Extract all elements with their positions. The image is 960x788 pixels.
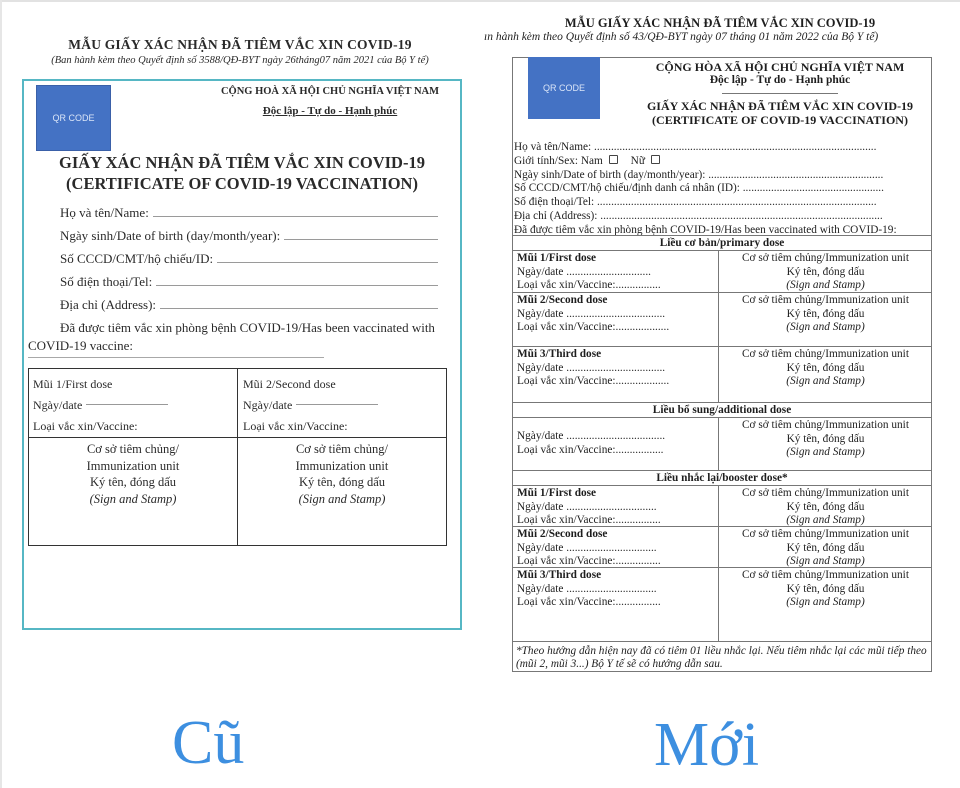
new-motto: Độc lập - Tự do - Hạnh phúc bbox=[709, 74, 851, 86]
dose-info bbox=[517, 487, 717, 528]
dose-date: Ngày/date ................................ bbox=[517, 582, 657, 595]
booster-dose-2-row bbox=[512, 527, 932, 568]
unit-label: Cơ sở tiêm chủng/Immunization unit bbox=[742, 528, 909, 540]
old-sign-block-1 bbox=[29, 441, 237, 507]
new-header-title: MẪU GIẤY XÁC NHẬN ĐÃ TIÊM VẮC XIN COVID-19 bbox=[564, 16, 876, 30]
sign-label: Ký tên, đóng dấu bbox=[298, 475, 386, 489]
fill-line bbox=[28, 357, 324, 358]
sign-block bbox=[718, 418, 932, 470]
new-field-id: Số CCCD/CMT/hộ chiếu/định danh cá nhân (ID): .................................................. bbox=[514, 182, 884, 195]
new-nation-name: CỘNG HÒA XÃ HỘI CHỦ NGHĨA VIỆT NAM bbox=[655, 60, 905, 74]
sign-label-en: (Sign and Stamp) bbox=[786, 446, 865, 459]
new-header-subtitle: ın hành kèm theo Quyết định số 43/QĐ-BYT ngày 07 tháng 01 năm 2022 của Bộ Y tế) bbox=[484, 31, 879, 43]
dose-info bbox=[517, 252, 717, 293]
old-dose-1 bbox=[33, 374, 233, 437]
booster-dose-3-row bbox=[512, 568, 932, 642]
dose-date: Ngày/date ................................ bbox=[517, 541, 657, 554]
dose-vaccine: Loại vắc xin/Vaccine: bbox=[243, 419, 348, 433]
dose-title: Mũi 3/Third dose bbox=[517, 569, 602, 581]
field-label: Số điện thoại/Tel: bbox=[60, 274, 153, 289]
field-label: Họ và tên/Name: bbox=[60, 205, 149, 220]
dose-vaccine: Loại vắc xin/Vaccine:................ bbox=[517, 514, 661, 527]
dose-title: Mũi 2/Second dose bbox=[517, 294, 608, 306]
sign-block bbox=[718, 293, 932, 346]
dose-title: Mũi 2/Second dose bbox=[517, 528, 608, 540]
new-caption: Mới bbox=[654, 711, 760, 779]
left-border bbox=[0, 0, 2, 788]
unit-label-en: Immunization unit bbox=[86, 458, 180, 473]
old-field-id bbox=[60, 247, 438, 267]
dose-title: Mũi 1/First dose bbox=[517, 487, 597, 499]
new-certificate-title bbox=[600, 99, 960, 127]
old-cert-title-vi: GIẤY XÁC NHẬN ĐÃ TIÊM VẮC XIN COVID-19 bbox=[59, 153, 425, 172]
old-certificate-title bbox=[22, 152, 462, 194]
sign-label: Ký tên, đóng dấu bbox=[786, 432, 865, 445]
sign-label-en: (Sign and Stamp) bbox=[786, 555, 865, 568]
old-motto: Độc lập - Tự do - Hạnh phúc bbox=[262, 105, 398, 117]
sign-label-en: (Sign and Stamp) bbox=[786, 279, 865, 292]
field-label: Số CCCD/CMT/hộ chiếu/ID: bbox=[60, 251, 214, 266]
unit-label: Cơ sở tiêm chủng/Immunization unit bbox=[742, 348, 909, 360]
unit-label: Cơ sở tiêm chủng/ bbox=[86, 442, 180, 456]
old-nation-name: CỘNG HOÀ XÃ HỘI CHỦ NGHĨA VIỆT NAM bbox=[220, 86, 440, 97]
new-personal-fields bbox=[514, 141, 930, 238]
primary-dose-3-row bbox=[512, 347, 932, 403]
additional-dose-row bbox=[512, 418, 932, 470]
new-field-tel: Số điện thoại/Tel: ................................................................................................... bbox=[514, 196, 877, 209]
sign-label: Ký tên, đóng dấu bbox=[786, 582, 865, 595]
sex-label: Giới tính/Sex: bbox=[514, 154, 579, 167]
booster-footnote: *Theo hướng dẫn hiện nay đã có tiêm 01 liều nhắc lại. Nếu tiêm nhắc lại các mũi tiếp theo (mũi 2, mũi 3...) Bộ Y tế sẽ có hướng dẫn sau. bbox=[516, 645, 927, 670]
dose-title: Mũi 1/First dose bbox=[33, 377, 113, 391]
dose-title: Mũi 2/Second dose bbox=[243, 377, 336, 391]
dose-info bbox=[517, 528, 717, 569]
sign-label-en: (Sign and Stamp) bbox=[786, 514, 865, 527]
new-field-sex bbox=[514, 155, 930, 169]
booster-dose-1-row bbox=[512, 486, 932, 527]
field-label: Ngày sinh/Date of birth (day/month/year): bbox=[60, 228, 281, 243]
dose-vaccine: Loại vắc xin/Vaccine: bbox=[33, 419, 138, 433]
fill-line bbox=[160, 308, 438, 309]
unit-label: Cơ sở tiêm chủng/Immunization unit bbox=[742, 487, 909, 499]
fill-line bbox=[153, 216, 438, 217]
old-sign-block-2 bbox=[238, 441, 446, 507]
fill-line bbox=[217, 262, 438, 263]
sign-block bbox=[718, 486, 932, 526]
dose-title: Mũi 3/Third dose bbox=[517, 348, 602, 360]
unit-label: Cơ sở tiêm chủng/Immunization unit bbox=[742, 252, 909, 264]
old-cert-title-en: (CERTIFICATE OF COVID-19 VACCINATION) bbox=[66, 174, 418, 193]
top-border bbox=[0, 0, 960, 2]
old-header-subtitle: (Ban hành kèm theo Quyết định số 3588/QĐ-BYT ngày 26tháng07 năm 2021 của Bộ Y tế) bbox=[51, 55, 429, 66]
new-field-name: Họ và tên/Name: .................................................................................................... bbox=[514, 141, 877, 153]
sign-label: Ký tên, đóng dấu bbox=[786, 541, 865, 554]
old-qr-code-placeholder: QR CODE bbox=[36, 85, 111, 151]
old-header-title: MẪU GIẤY XÁC NHẬN ĐÃ TIÊM VẮC XIN COVID-19 bbox=[68, 37, 412, 52]
old-field-address bbox=[60, 293, 438, 313]
sign-label-en: (Sign and Stamp) bbox=[786, 596, 865, 609]
dose-date: Ngày/date bbox=[243, 395, 443, 416]
sign-block bbox=[718, 347, 932, 403]
dose-date: Ngày/date bbox=[33, 395, 233, 416]
sign-block bbox=[718, 527, 932, 567]
table-divider bbox=[29, 437, 446, 438]
new-vaccinated-statement: Đã được tiêm vắc xin phòng bệnh COVID-19/Has been vaccinated with COVID-19: bbox=[514, 223, 897, 236]
new-cert-title-vi: GIẤY XÁC NHẬN ĐÃ TIÊM VẮC XIN COVID-19 bbox=[646, 99, 914, 113]
unit-label: Cơ sở tiêm chủng/ bbox=[295, 442, 389, 456]
new-cert-title-en: (CERTIFICATE OF COVID-19 VACCINATION) bbox=[652, 113, 908, 127]
unit-label-en: Immunization unit bbox=[295, 458, 389, 473]
dose-vaccine: Loại vắc xin/Vaccine:................... bbox=[517, 321, 670, 334]
new-qr-code-placeholder: QR CODE bbox=[528, 57, 600, 119]
old-vaccinated-statement: Đã được tiêm vắc xin phòng bệnh COVID-19/Has been vaccinated with COVID-19 vaccine: bbox=[28, 320, 435, 353]
field-label: Địa chỉ (Address): bbox=[60, 297, 157, 312]
sign-label-en: (Sign and Stamp) bbox=[298, 491, 386, 506]
dose-date: Ngày/date .............................. bbox=[517, 265, 651, 278]
sex-female-label: Nữ bbox=[630, 154, 645, 167]
checkbox-female[interactable] bbox=[651, 155, 660, 164]
sign-label-en: (Sign and Stamp) bbox=[786, 375, 865, 388]
dose-info bbox=[517, 569, 717, 610]
sign-label: Ký tên, đóng dấu bbox=[786, 361, 865, 374]
old-field-name bbox=[60, 201, 438, 221]
old-dose-2 bbox=[243, 374, 443, 437]
primary-dose-2-row bbox=[512, 293, 932, 347]
dose-date: Ngày/date ................................... bbox=[517, 361, 666, 374]
sign-block bbox=[718, 251, 932, 292]
new-field-address: Địa chỉ (Address): .................................................................................................... bbox=[514, 209, 883, 222]
dose-info bbox=[517, 348, 717, 389]
fill-line bbox=[296, 404, 378, 405]
divider bbox=[722, 93, 838, 94]
section-primary-dose: Liều cơ bản/primary dose bbox=[512, 235, 932, 251]
old-caption: Cũ bbox=[172, 709, 245, 777]
checkbox-male[interactable] bbox=[609, 155, 618, 164]
dose-vaccine: Loại vắc xin/Vaccine:................ bbox=[517, 279, 661, 292]
sign-label: Ký tên, đóng dấu bbox=[786, 307, 865, 320]
sign-label: Ký tên, đóng dấu bbox=[89, 475, 177, 489]
dose-vaccine: Loại vắc xin/Vaccine:................. bbox=[517, 443, 664, 456]
primary-dose-1-row bbox=[512, 251, 932, 293]
sign-label-en: (Sign and Stamp) bbox=[89, 491, 177, 506]
new-field-dob: Ngày sinh/Date of birth (day/month/year): .............................................................. bbox=[514, 168, 884, 181]
sign-label: Ký tên, đóng dấu bbox=[786, 500, 865, 513]
old-field-dob bbox=[60, 224, 438, 244]
dose-date: Ngày/date ................................... bbox=[517, 307, 666, 320]
dose-vaccine: Loại vắc xin/Vaccine:................ bbox=[517, 596, 661, 609]
unit-label: Cơ sở tiêm chủng/Immunization unit bbox=[742, 569, 909, 581]
sex-male-label: Nam bbox=[580, 154, 603, 167]
dose-date: Ngày/date ................................ bbox=[517, 500, 657, 513]
fill-line bbox=[284, 239, 438, 240]
section-booster-dose: Liều nhắc lại/booster dose* bbox=[512, 470, 932, 486]
dose-info bbox=[517, 430, 717, 457]
dose-info bbox=[517, 294, 717, 335]
old-field-tel bbox=[60, 270, 438, 290]
sign-label: Ký tên, đóng dấu bbox=[786, 265, 865, 278]
dose-vaccine: Loại vắc xin/Vaccine:................ bbox=[517, 555, 661, 568]
section-additional-dose: Liều bổ sung/additional dose bbox=[512, 402, 932, 418]
unit-label: Cơ sở tiêm chủng/Immunization unit bbox=[742, 419, 909, 431]
fill-line bbox=[156, 285, 438, 286]
dose-title: Mũi 1/First dose bbox=[517, 252, 597, 264]
sign-label-en: (Sign and Stamp) bbox=[786, 321, 865, 334]
unit-label: Cơ sở tiêm chủng/Immunization unit bbox=[742, 294, 909, 306]
dose-date: Ngày/date ................................... bbox=[517, 430, 666, 442]
sign-block bbox=[718, 568, 932, 641]
old-dose-table bbox=[28, 368, 447, 546]
fill-line bbox=[86, 404, 168, 405]
dose-vaccine: Loại vắc xin/Vaccine:................... bbox=[517, 375, 670, 388]
